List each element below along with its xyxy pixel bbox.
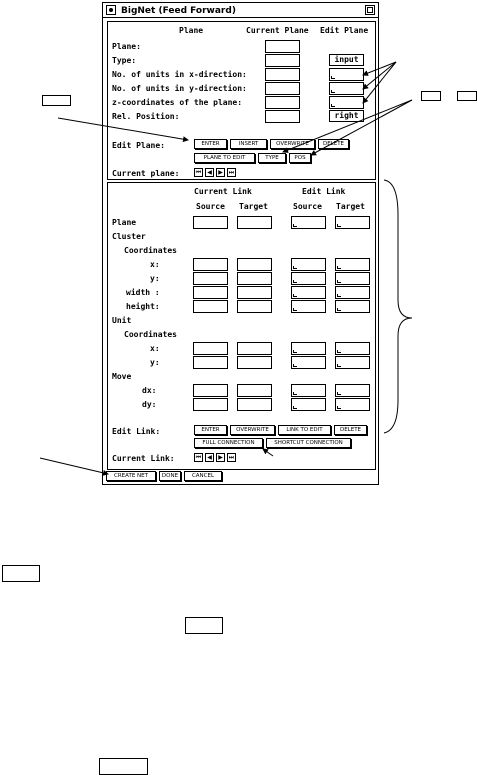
plane-prev-icon[interactable]: ◀ <box>205 168 214 177</box>
link-cluster-label: Cluster <box>112 232 146 241</box>
plane-delete-button[interactable]: DELETE <box>318 139 349 149</box>
link-unit-label: Unit <box>112 316 132 325</box>
plane-first-icon[interactable]: ⏮ <box>195 169 202 176</box>
link-enter-button[interactable]: ENTER <box>194 425 227 435</box>
edit-type-button[interactable]: input <box>329 54 364 66</box>
link-prev-icon[interactable]: ◀ <box>205 453 214 462</box>
cluster-coordinates-label: Coordinates <box>124 246 177 255</box>
arrow-to-pos <box>311 100 412 155</box>
unit-x-label: x: <box>150 344 160 353</box>
shortcut-connection-button[interactable]: SHORTCUT CONNECTION <box>266 438 351 448</box>
plane-type-button[interactable]: TYPE <box>258 153 286 163</box>
units-x-label: No. of units in x-direction: <box>112 70 247 79</box>
full-connection-button[interactable]: FULL CONNECTION <box>194 438 263 448</box>
arrow-to-units-y <box>363 62 396 89</box>
edit-target-header: Target <box>336 202 365 211</box>
link-overwrite-button[interactable]: OVERWRITE <box>230 425 275 435</box>
right-brace <box>384 180 412 433</box>
type-row-label: Type: <box>112 56 137 65</box>
current-source-header: Source <box>196 202 225 211</box>
link-plane-label: Plane <box>112 218 137 227</box>
cancel-button[interactable]: CANCEL <box>184 471 222 481</box>
plane-last-icon[interactable]: ⏭ <box>228 169 235 176</box>
arrow-to-type <box>283 100 412 152</box>
current-target-header: Target <box>239 202 268 211</box>
window-title: BigNet (Feed Forward) <box>121 6 236 16</box>
link-to-edit-button[interactable]: LINK TO EDIT <box>278 425 331 435</box>
link-next-icon[interactable]: ▶ <box>216 453 225 462</box>
edit-link-header: Edit Link <box>302 187 346 196</box>
arrow-to-shortcut <box>263 449 273 456</box>
plane-row-label: Plane: <box>112 42 141 51</box>
unit-coordinates-label: Coordinates <box>124 330 177 339</box>
plane-pos-button[interactable]: POS <box>289 153 311 163</box>
edit-rel-position-button[interactable]: right <box>329 110 364 122</box>
plane-next-icon[interactable]: ▶ <box>216 168 225 177</box>
link-delete-button[interactable]: DELETE <box>334 425 367 435</box>
plane-column-header: Plane <box>179 26 204 35</box>
edit-plane-label: Edit Plane: <box>112 141 165 150</box>
plane-to-edit-button[interactable]: PLANE TO EDIT <box>194 153 255 163</box>
edit-link-label: Edit Link: <box>112 427 161 436</box>
current-plane-label: Current plane: <box>112 169 180 178</box>
done-button[interactable]: DONE <box>159 471 181 481</box>
move-dx-label: dx: <box>142 386 157 395</box>
edit-source-header: Source <box>293 202 322 211</box>
cluster-height-label: height: <box>126 302 160 311</box>
cluster-x-label: x: <box>150 260 160 269</box>
current-plane-header: Current Plane <box>246 26 309 35</box>
cluster-width-label: width : <box>126 288 160 297</box>
arrow-to-create-net <box>40 458 108 474</box>
plane-enter-button[interactable]: ENTER <box>194 139 227 149</box>
edit-plane-header: Edit Plane <box>320 26 369 35</box>
link-last-icon[interactable]: ⏭ <box>228 454 235 461</box>
plane-insert-button[interactable]: INSERT <box>230 139 267 149</box>
arrow-to-plane-enter <box>58 118 188 140</box>
link-first-icon[interactable]: ⏮ <box>195 454 202 461</box>
link-move-label: Move <box>112 372 132 381</box>
move-dy-label: dy: <box>142 400 157 409</box>
current-link-label: Current Link: <box>112 454 175 463</box>
unit-y-label: y: <box>150 358 160 367</box>
current-link-header: Current Link <box>194 187 252 196</box>
units-y-label: No. of units in y-direction: <box>112 84 247 93</box>
plane-overwrite-button[interactable]: OVERWRITE <box>270 139 315 149</box>
z-coordinates-label: z-coordinates of the plane: <box>112 98 243 107</box>
cluster-y-label: y: <box>150 274 160 283</box>
create-net-button[interactable]: CREATE NET <box>106 471 156 481</box>
rel-position-label: Rel. Position: <box>112 112 180 121</box>
